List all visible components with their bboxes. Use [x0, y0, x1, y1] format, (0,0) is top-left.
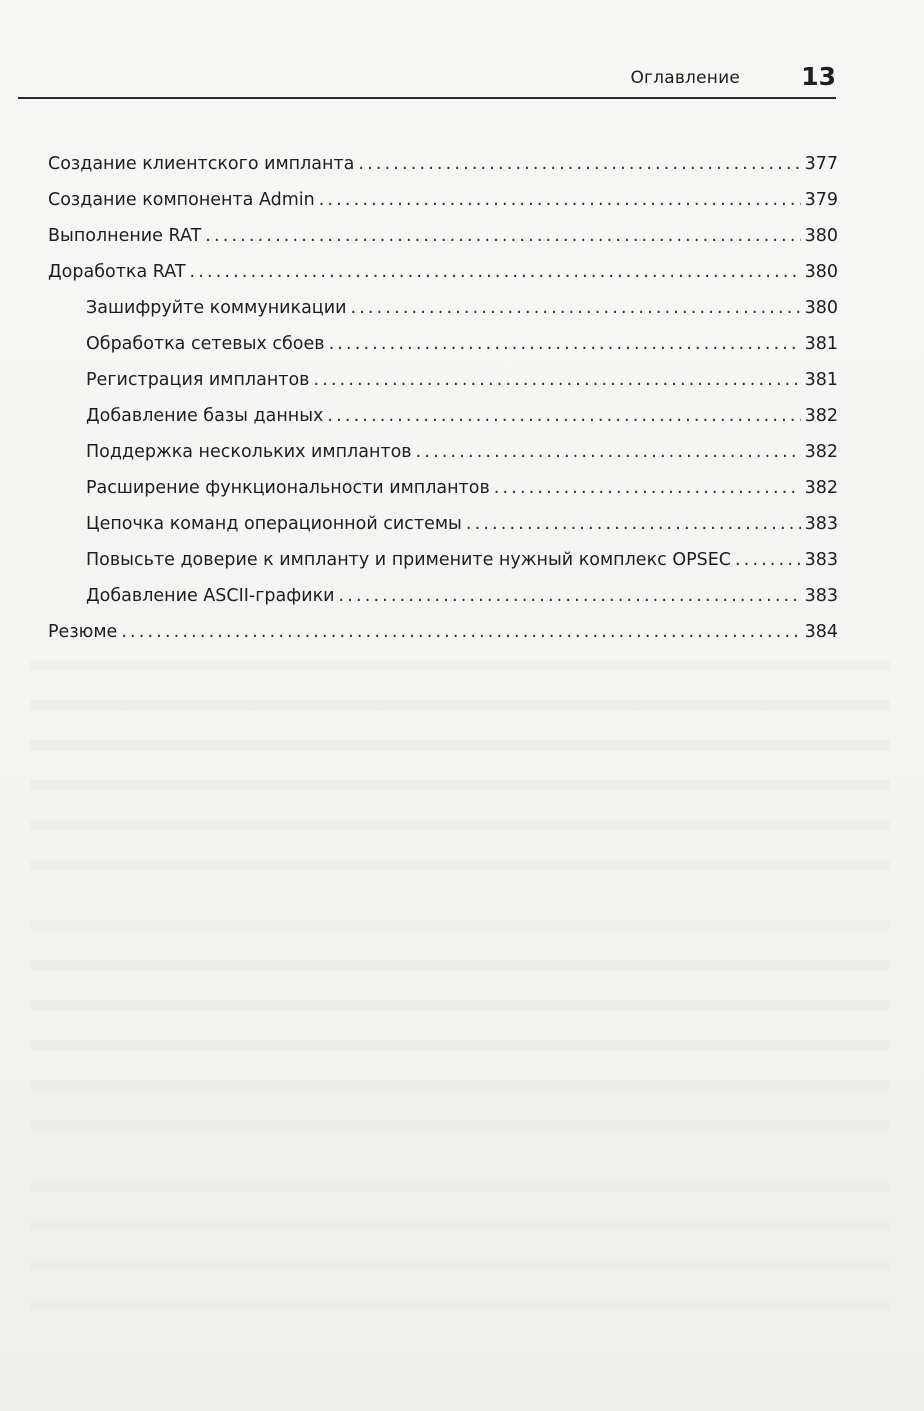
toc-entry-title: Повысьте доверие к импланту и примените нужный комплекс OPSEC: [86, 550, 732, 570]
bleed-through-line: [30, 820, 890, 831]
page-number: 13: [801, 62, 836, 91]
toc-subentry[interactable]: [86, 442, 838, 474]
toc-subentry[interactable]: [86, 334, 838, 366]
toc-entry-page: 384: [804, 622, 838, 642]
toc-entry-page: 382: [804, 442, 838, 462]
bleed-through-line: [30, 780, 890, 791]
bleed-through-line: [30, 860, 890, 871]
toc-entry-page: 379: [804, 190, 838, 210]
toc-entry-title: Создание клиентского импланта: [48, 154, 355, 174]
toc-entry[interactable]: [48, 154, 838, 186]
toc-entry-page: 383: [804, 550, 838, 570]
toc-subentry[interactable]: [86, 406, 838, 438]
toc-entry[interactable]: [48, 226, 838, 258]
running-header: [18, 60, 836, 96]
toc-subentry[interactable]: [86, 550, 838, 582]
bleed-through-line: [30, 1260, 890, 1271]
toc-leader-dots: [350, 298, 800, 318]
toc-entry-title: Создание компонента Admin: [48, 190, 315, 210]
toc-entry-page: 377: [804, 154, 838, 174]
toc-leader-dots: [319, 190, 801, 210]
toc-leader-dots: [416, 442, 801, 462]
toc-entry-title: Зашифруйте коммуникации: [86, 298, 347, 318]
toc-leader-dots: [494, 478, 801, 498]
bleed-through-line: [30, 1220, 890, 1231]
bleed-through-line: [30, 1300, 890, 1311]
toc-entry-page: 381: [804, 370, 838, 390]
toc-leader-dots: [314, 370, 801, 390]
toc-entry[interactable]: [48, 622, 838, 654]
bleed-through-line: [30, 1000, 890, 1011]
toc-leader-dots: [190, 262, 801, 282]
toc-leader-dots: [327, 406, 800, 426]
toc-subentry[interactable]: [86, 370, 838, 402]
toc-entry-page: 380: [804, 226, 838, 246]
toc-entry-title: Обработка сетевых сбоев: [86, 334, 325, 354]
toc-entry-title: Регистрация имплантов: [86, 370, 310, 390]
toc-entry-title: Добавление базы данных: [86, 406, 324, 426]
toc-entry-title: Выполнение RAT: [48, 226, 202, 246]
toc-leader-dots: [121, 622, 800, 642]
bleed-through-line: [30, 1120, 890, 1131]
toc-entry[interactable]: [48, 262, 838, 294]
toc-entry-title: Цепочка команд операционной системы: [86, 514, 462, 534]
toc-entry-title: Поддержка нескольких имплантов: [86, 442, 412, 462]
bleed-through-line: [30, 740, 890, 751]
toc-subentry[interactable]: [86, 514, 838, 546]
toc-entry-title: Резюме: [48, 622, 118, 642]
toc-entry-page: 383: [804, 514, 838, 534]
toc-entry-page: 383: [804, 586, 838, 606]
toc-leader-dots: [329, 334, 801, 354]
bleed-through-line: [30, 960, 890, 971]
toc-entry-title: Расширение функциональности имплантов: [86, 478, 490, 498]
toc-entry-page: 381: [804, 334, 838, 354]
toc-subentry[interactable]: [86, 478, 838, 510]
toc-leader-dots: [358, 154, 800, 174]
bleed-through-line: [30, 920, 890, 931]
running-header-title: Оглавление: [630, 68, 740, 88]
toc-entry-page: 382: [804, 406, 838, 426]
toc-leader-dots: [735, 550, 801, 570]
bleed-through-line: [30, 1080, 890, 1091]
toc-leader-dots: [339, 586, 801, 606]
toc-subentry[interactable]: [86, 298, 838, 330]
toc-entry-page: 380: [804, 298, 838, 318]
bleed-through-line: [30, 660, 890, 671]
bleed-through-line: [30, 1180, 890, 1191]
toc-leader-dots: [205, 226, 800, 246]
toc-entry-title: Доработка RAT: [48, 262, 186, 282]
header-divider: [18, 97, 836, 99]
toc-entry-title: Добавление ASCII-графики: [86, 586, 335, 606]
toc-entry-page: 382: [804, 478, 838, 498]
toc-entry[interactable]: [48, 190, 838, 222]
toc-subentry[interactable]: [86, 586, 838, 618]
toc-entry-page: 380: [804, 262, 838, 282]
toc-leader-dots: [466, 514, 801, 534]
bleed-through-line: [30, 1040, 890, 1051]
bleed-through-line: [30, 700, 890, 711]
